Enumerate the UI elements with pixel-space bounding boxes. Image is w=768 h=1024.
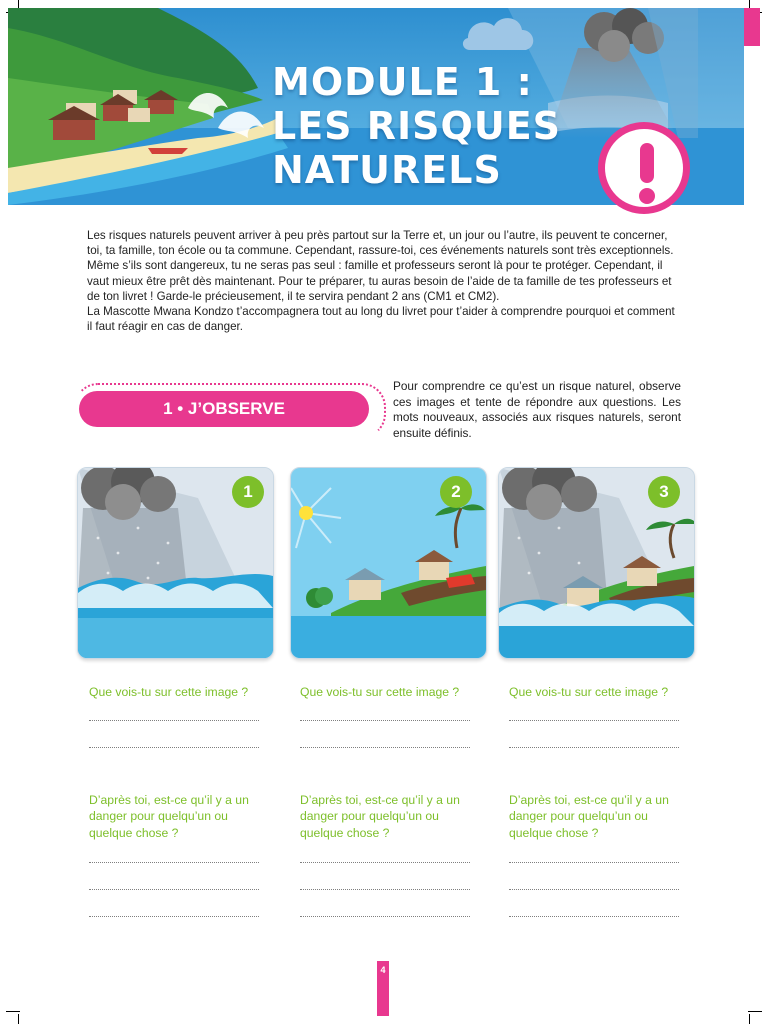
title-line: NATURELS [272, 148, 502, 192]
question-is-there-danger: D’après toi, est-ce qu’il y a un danger pour quelqu’un ou quelque chose ? [300, 793, 460, 840]
answer-line[interactable] [300, 747, 470, 748]
crop-mark [749, 1014, 750, 1024]
answer-line[interactable] [509, 916, 679, 917]
section-heading: 1 • J’OBSERVE [79, 391, 369, 427]
question-what-do-you-see: Que vois-tu sur cette image ? [89, 685, 249, 699]
crop-mark [6, 997, 20, 1012]
answer-line[interactable] [509, 862, 679, 863]
exclamation-icon [598, 122, 690, 214]
question-is-there-danger: D’après toi, est-ce qu’il y a un danger pour quelqu’un ou quelque chose ? [89, 793, 249, 840]
answer-line[interactable] [509, 747, 679, 748]
intro-text [87, 228, 681, 334]
title-line: LES RISQUES [272, 104, 562, 148]
question-is-there-danger: D’après toi, est-ce qu’il y a un danger pour quelqu’un ou quelque chose ? [509, 793, 669, 840]
crop-mark [748, 997, 762, 1012]
image-number-badge: 3 [648, 476, 680, 508]
answer-line[interactable] [509, 889, 679, 890]
answer-line[interactable] [89, 889, 259, 890]
answer-line[interactable] [300, 862, 470, 863]
answer-line[interactable] [300, 720, 470, 721]
chapter-tab [744, 8, 760, 46]
exclamation-bar [640, 143, 654, 183]
answer-line[interactable] [509, 720, 679, 721]
answer-line[interactable] [89, 747, 259, 748]
title-line: MODULE 1 : [272, 60, 533, 104]
intro-paragraph: La Mascotte Mwana Kondzo t’accompagnera tout au long du livret pour t’aider à comprendre pourquoi et comment il faut réagir en cas de danger. [87, 305, 675, 334]
page-number: 4 [377, 961, 389, 1016]
question-what-do-you-see: Que vois-tu sur cette image ? [300, 685, 460, 699]
crop-mark [18, 1014, 19, 1024]
page-title [272, 60, 561, 192]
answer-line[interactable] [300, 889, 470, 890]
intro-paragraph: Les risques naturels peuvent arriver à peu près partout sur la Terre et, un jour ou l’autre, ils peuvent te concerner, toi, ta famille, ton école ou ta commune. Cependant, rassure-toi, ces événements naturels sont très exceptionnels. Même s’ils sont dangereux, tu ne seras pas seul : famille et professeurs seront là pour te protéger. Cependant, il vaut mieux être prêt dès maintenant. Pour te préparer, tu auras besoin de l’aide de ta famille de tes professeurs et de ton livret ! Garde-le précieusement, il te servira pendant 2 ans (CM1 et CM2). [87, 229, 674, 303]
exclamation-dot [639, 188, 655, 204]
question-what-do-you-see: Que vois-tu sur cette image ? [509, 685, 669, 699]
section-instructions: Pour comprendre ce qu’est un risque naturel, observe ces images et tente de répondre aux questions. Les mots nouveaux, associés aux risques naturels, seront ensuite définis. [393, 379, 681, 440]
answer-line[interactable] [89, 862, 259, 863]
image-number-badge: 2 [440, 476, 472, 508]
answer-line[interactable] [300, 916, 470, 917]
image-number-badge: 1 [232, 476, 264, 508]
answer-line[interactable] [89, 720, 259, 721]
answer-line[interactable] [89, 916, 259, 917]
